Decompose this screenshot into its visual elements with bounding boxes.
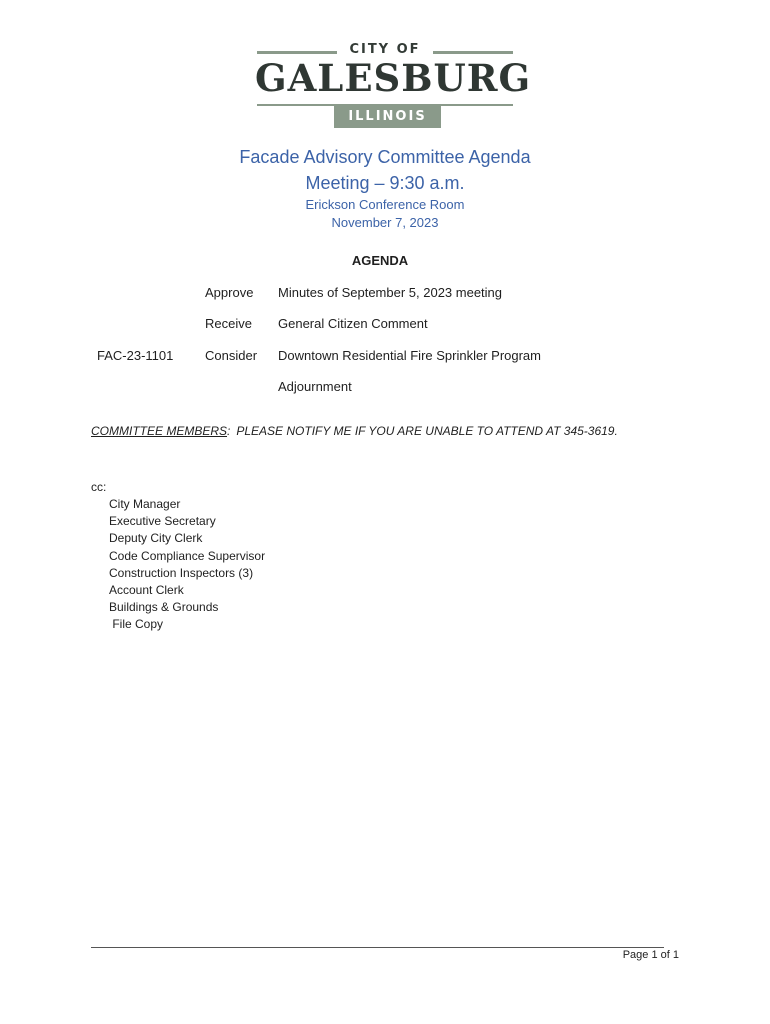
logo-city-of: CITY OF <box>349 42 421 57</box>
agenda-item-text: Adjournment <box>278 379 352 394</box>
agenda-item-action: Consider <box>205 348 258 363</box>
agenda-row <box>0 316 770 336</box>
cc-recipient: Deputy City Clerk <box>109 531 203 546</box>
cc-recipient: Construction Inspectors (3) <box>109 565 254 580</box>
cc-recipient: Executive Secretary <box>109 514 216 529</box>
city-logo <box>255 40 532 132</box>
cc-list <box>109 497 265 635</box>
cc-recipient: File Copy <box>109 617 164 632</box>
agenda-item-text: General Citizen Comment <box>278 316 428 331</box>
cc-recipient: City Manager <box>109 497 181 511</box>
agenda-heading: AGENDA <box>351 253 409 268</box>
cc-recipient: Account Clerk <box>109 582 184 597</box>
committee-label: COMMITTEE MEMBERS <box>91 424 228 438</box>
meeting-location: Erickson Conference Room <box>305 197 465 212</box>
agenda-item-code: FAC-23-1101 <box>97 348 174 363</box>
committee-notice <box>91 424 618 438</box>
agenda-row <box>0 379 770 399</box>
agenda-row <box>0 285 770 305</box>
cc-recipient: Buildings & Grounds <box>109 600 219 615</box>
agenda-item-action: Approve <box>205 285 254 300</box>
page-number: Page 1 of 1 <box>622 949 679 961</box>
committee-notice-text: PLEASE NOTIFY ME IF YOU ARE UNABLE TO ATTEND AT 345-3619. <box>236 424 618 438</box>
agenda-item-text: Minutes of September 5, 2023 meeting <box>278 285 503 300</box>
agenda-item-action: Receive <box>205 316 252 331</box>
logo-city-name: GALESBURG <box>255 56 532 100</box>
cc-label: cc: <box>91 480 107 494</box>
page-title-line2: Meeting – 9:30 a.m. <box>305 173 465 193</box>
footer-divider <box>91 947 664 948</box>
agenda-item-text: Downtown Residential Fire Sprinkler Program <box>278 348 541 363</box>
logo-state: ILLINOIS <box>334 105 441 128</box>
committee-separator: : <box>227 424 231 438</box>
page-title-line1: Facade Advisory Committee Agenda <box>239 147 531 167</box>
cc-recipient: Code Compliance Supervisor <box>109 548 266 563</box>
agenda-row <box>0 348 770 368</box>
meeting-date: November 7, 2023 <box>331 215 439 230</box>
